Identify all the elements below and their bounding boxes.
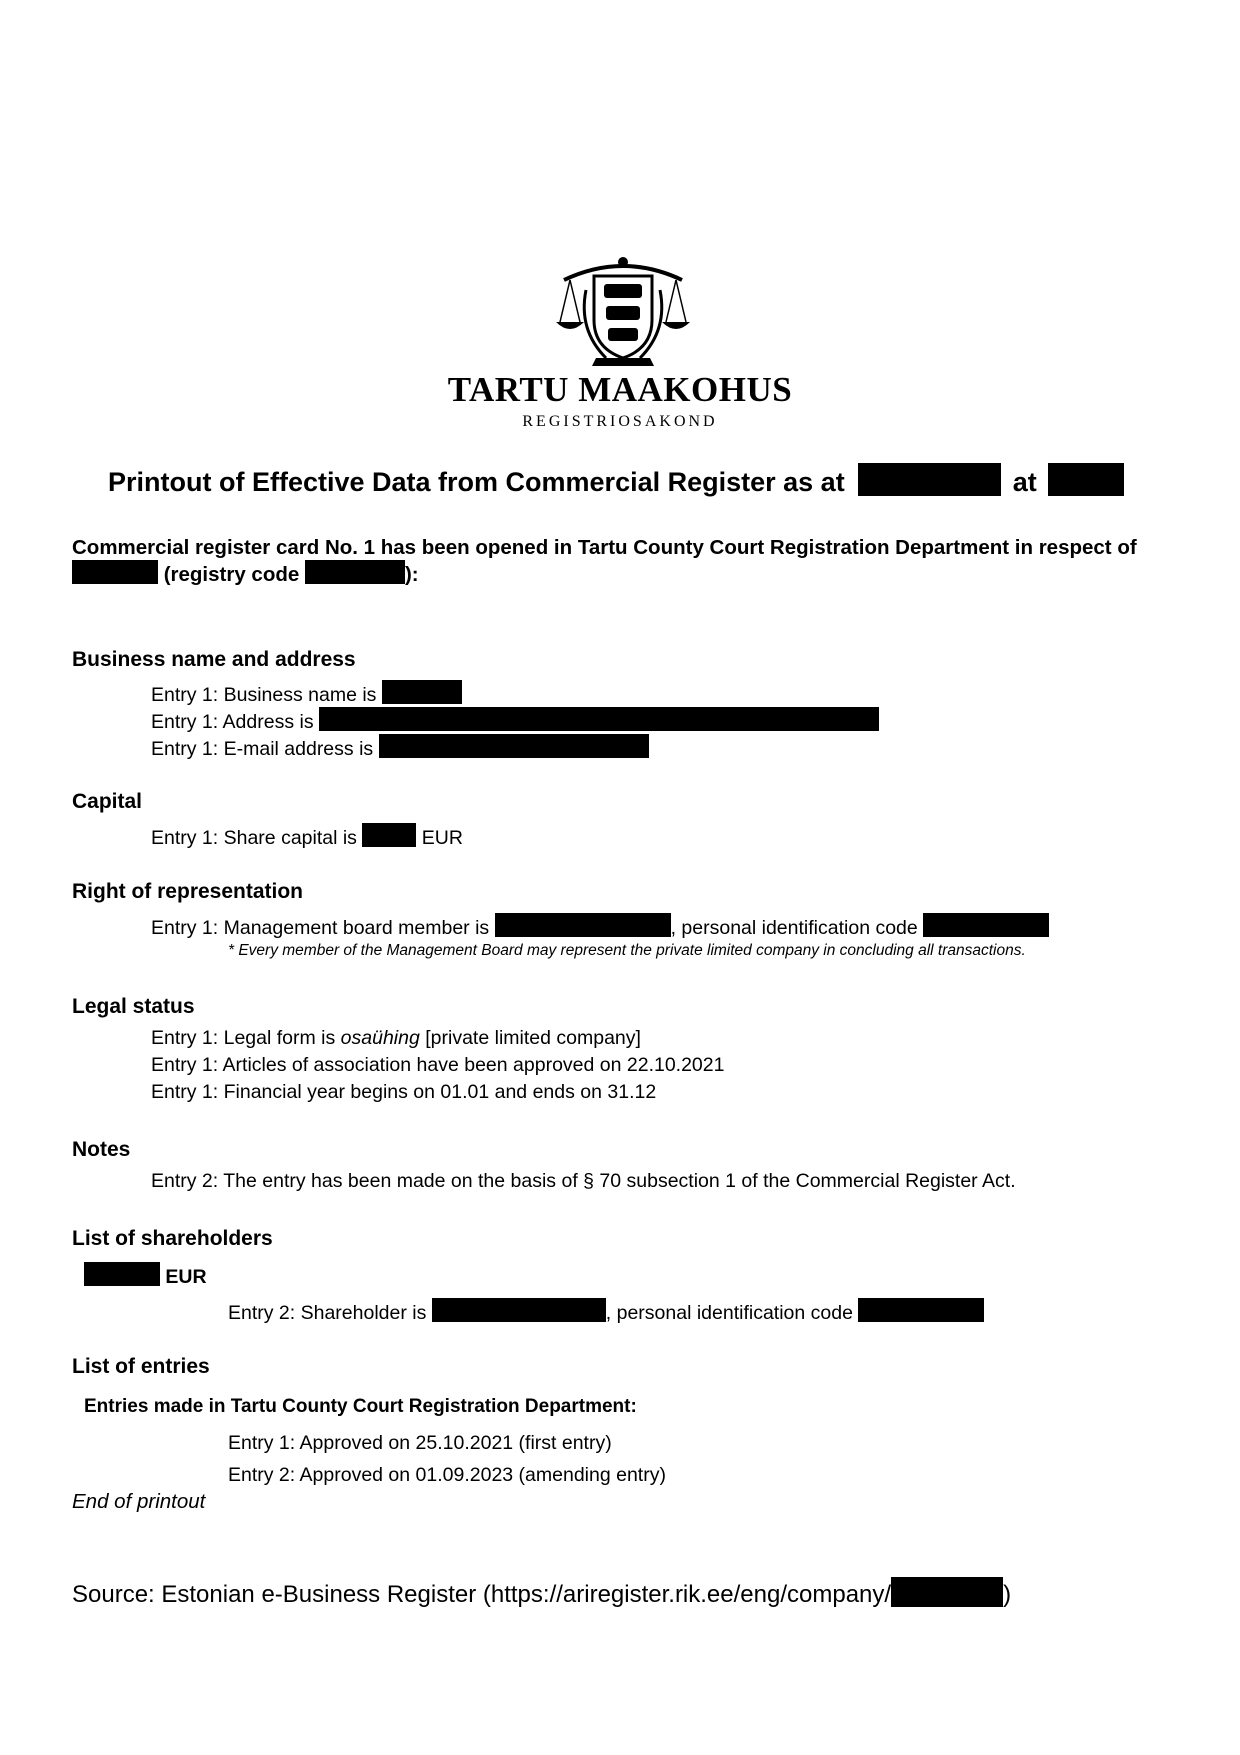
personal-id-label: , personal identification code bbox=[670, 917, 918, 939]
court-department: REGISTRIOSAKOND bbox=[522, 413, 718, 430]
entry-label: Entry 1: E-mail address is bbox=[151, 738, 374, 760]
section-heading-capital: Capital bbox=[72, 790, 143, 813]
currency-label: EUR bbox=[165, 1266, 207, 1288]
section-heading-representation: Right of representation bbox=[72, 880, 304, 903]
redacted-capital-amount bbox=[362, 823, 416, 847]
source-suffix: ) bbox=[1003, 1581, 1012, 1608]
personal-id-label: , personal identification code bbox=[605, 1302, 853, 1324]
intro-line: Commercial register card No. 1 has been opened in Tartu County Court Registration Department in respect of bbox=[72, 536, 1137, 559]
entry-label: Entry 1: Share capital is bbox=[151, 827, 357, 849]
redacted-date bbox=[858, 463, 1001, 496]
entry-business-name bbox=[151, 680, 462, 707]
entry-label: Entry 1: Management board member is bbox=[151, 917, 490, 939]
redacted-email bbox=[379, 734, 649, 758]
entries-subheading: Entries made in Tartu County Court Registration Department: bbox=[84, 1396, 637, 1417]
registry-code-suffix: ): bbox=[404, 563, 419, 586]
representation-note: * Every member of the Management Board may represent the private limited company in concluding all transactions. bbox=[228, 942, 1026, 959]
redacted-board-member bbox=[495, 913, 671, 937]
entry-email bbox=[151, 734, 649, 761]
redacted-address bbox=[319, 707, 879, 731]
court-name: TARTU MAAKOHUS bbox=[447, 370, 793, 409]
entry-address bbox=[151, 707, 879, 734]
section-heading-legal-status: Legal status bbox=[72, 995, 195, 1018]
title-text: Printout of Effective Data from Commercial Register as at bbox=[108, 467, 845, 497]
entry-articles: Entry 1: Articles of association have been approved on 22.10.2021 bbox=[151, 1054, 725, 1076]
entry-label: Entry 1: Business name is bbox=[151, 684, 377, 706]
intro-paragraph bbox=[72, 535, 1152, 587]
court-emblem-icon bbox=[556, 250, 690, 368]
redacted-time bbox=[1048, 463, 1124, 496]
redacted-personal-id bbox=[923, 913, 1049, 937]
legal-form-translation: [private limited company] bbox=[425, 1027, 641, 1049]
redacted-business-name bbox=[382, 680, 462, 704]
redacted-registry-code bbox=[305, 560, 405, 584]
page-title bbox=[108, 463, 1124, 498]
legal-form-name: osaühing bbox=[340, 1027, 420, 1049]
section-heading-entries: List of entries bbox=[72, 1355, 210, 1378]
currency-label: EUR bbox=[421, 827, 463, 849]
entry-label: Entry 1: Address is bbox=[151, 711, 314, 733]
source-line bbox=[72, 1577, 1011, 1609]
redacted-shareholder bbox=[432, 1298, 606, 1322]
section-heading-business: Business name and address bbox=[72, 648, 356, 671]
redacted-personal-id bbox=[858, 1298, 984, 1322]
entry-share-capital bbox=[151, 823, 463, 850]
title-at: at bbox=[1012, 467, 1037, 497]
entry-approval-1: Entry 1: Approved on 25.10.2021 (first entry) bbox=[228, 1432, 612, 1454]
redacted-company-id bbox=[891, 1577, 1003, 1607]
entry-note: Entry 2: The entry has been made on the basis of § 70 subsection 1 of the Commercial Register Act. bbox=[151, 1170, 1016, 1192]
entry-management-board bbox=[151, 913, 1049, 940]
redacted-shareholding bbox=[84, 1262, 160, 1286]
intro-registry-line bbox=[72, 560, 1152, 587]
entry-label: Entry 1: Legal form is bbox=[151, 1027, 336, 1049]
redacted-company-name bbox=[72, 560, 158, 584]
entry-financial-year: Entry 1: Financial year begins on 01.01 and ends on 31.12 bbox=[151, 1081, 657, 1103]
section-heading-notes: Notes bbox=[72, 1138, 131, 1161]
registry-code-prefix: (registry code bbox=[163, 563, 300, 586]
entry-label: Entry 2: Shareholder is bbox=[228, 1302, 427, 1324]
entry-shareholder bbox=[228, 1298, 984, 1325]
shareholding-amount bbox=[84, 1262, 207, 1289]
section-heading-shareholders: List of shareholders bbox=[72, 1227, 273, 1250]
entry-approval-2: Entry 2: Approved on 01.09.2023 (amending entry) bbox=[228, 1464, 666, 1486]
source-text: Source: Estonian e-Business Register (https://ariregister.rik.ee/eng/company/ bbox=[72, 1581, 892, 1608]
end-of-printout: End of printout bbox=[72, 1490, 206, 1513]
entry-legal-form bbox=[151, 1027, 641, 1050]
